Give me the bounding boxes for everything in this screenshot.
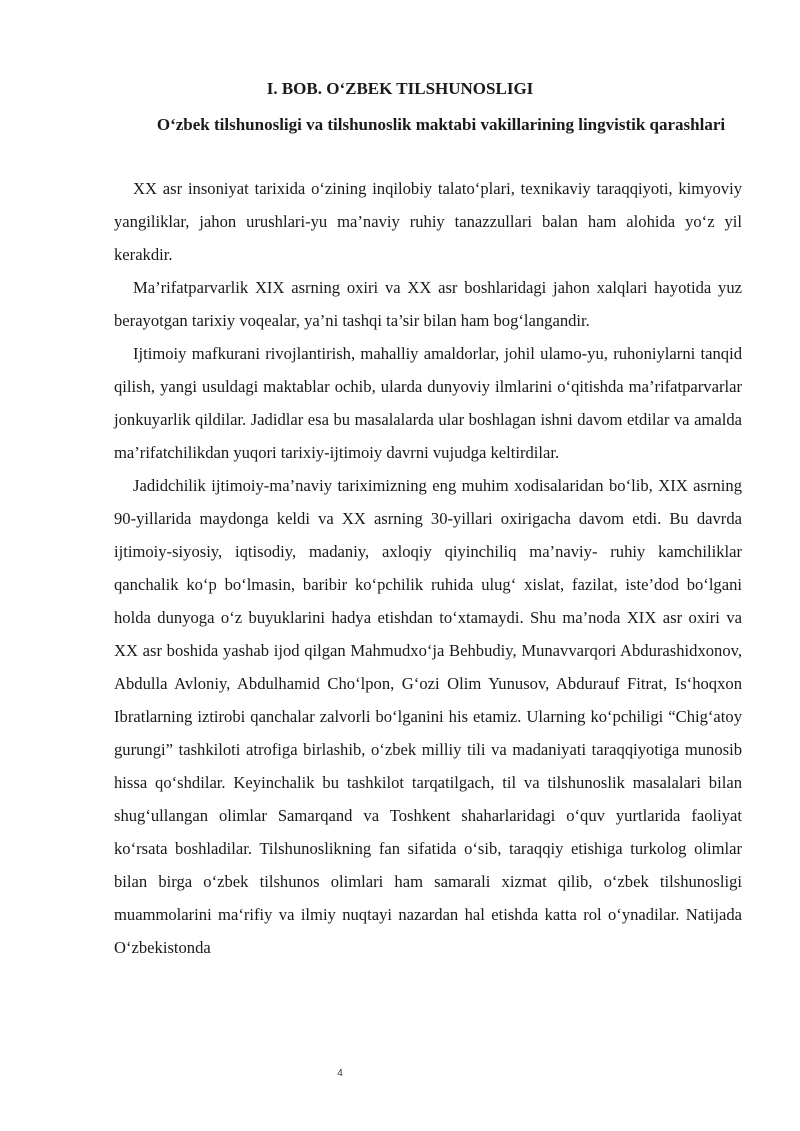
- page-number: 4: [337, 1068, 343, 1079]
- paragraph-2: Ma’rifatparvarlik XIX asrning oxiri va XX asr boshlaridagi jahon xalqlari hayotida yuz berayotgan tarixiy voqealar, ya’ni tashqi ta’sir bilan ham bog‘langandir.: [114, 278, 742, 330]
- paragraph-3: Ijtimoiy mafkurani rivojlantirish, mahalliy amaldorlar, johil ulamo-yu, ruhoniylarni tanqid qilish, yangi usuldagi maktablar ochib, ularda dunyoviy ilmlarini o‘qitishda ma’rifatparvarlar jonkuyarlik qildilar. Jadidlar esa bu masalalarda ular boshlagan ishni davom etdilar va amalda ma’rifatchilikdan yuqori tarixiy-ijtimoiy davrni vujudga keltirdilar.: [114, 344, 742, 462]
- chapter-title: I. BOB. O‘ZBEK TILSHUNOSLIGI: [266, 79, 534, 98]
- paragraph-4: Jadidchilik ijtimoiy-ma’naviy tariximizning eng muhim xodisalaridan bo‘lib, XIX asrning 90-yillarida maydonga keldi va XX asrning 30-yillari oxirigacha davom etdi. Bu davrda ijtimoiy-siyosiy, iqtisodiy, madaniy, axloqiy qiyinchiliq ma’naviy- ruhiy kamchiliklar qanchalik ko‘p bo‘lmasin, baribir ko‘pchilik ruhida ulug‘ xislat, fazilat, iste’dod bo‘lgani holda dunyoga o‘z buyuklarini hadya etishdan to‘xtamaydi. Shu ma’noda XIX asr oxiri va XX asr boshida yashab ijod qilgan Mahmudxo‘ja Behbudiy, Munavvarqori Abdurashidxonov, Abdulla Avloniy, Abdulhamid Cho‘lpon, G‘ozi Olim Yunusov, Abdurauf Fitrat, Is‘hoqxon Ibratlarning iztirobi qanchalar zalvorli bo‘lganini his etamiz. Ularning ko‘pchiligi “Chig‘atoy gurungi” tashkiloti atrofiga birlashib, o‘zbek milliy tili va madaniyati taraqqiyotiga munosib hissa qo‘shdilar. Keyinchalik bu tashkilot tarqatilgach, til va tilshunoslik masalalari bilan shug‘ullangan olimlar Samarqand va Toshkent shaharlaridagi o‘quv yurtlarida faoliyat ko‘rsata boshladilar. Tilshunoslikning fan sifatida o‘sib, taraqqiy etishiga turkolog olimlar bilan birga o‘zbek tilshunos olimlari ham samarali xizmat qilib, o‘zbek tilshunosligi muammolarini ma‘rifiy va ilmiy nuqtayi nazardan hal etishda katta rol o‘ynadilar. Natijada O‘zbekistonda: [114, 476, 742, 957]
- section-title: O‘zbek tilshunosligi va tilshunoslik maktabi vakillarining lingvistik qarashlari: [156, 115, 726, 134]
- body-text: [114, 172, 742, 964]
- paragraph-1: XX asr insoniyat tarixida o‘zining inqilobiy talato‘plari, texnikaviy taraqqiyoti, kimyoviy yangiliklar, jahon urushlari-yu ma’naviy ruhiy tanazzullari balan ham alohida yo‘z yil kerakdir.: [114, 179, 742, 264]
